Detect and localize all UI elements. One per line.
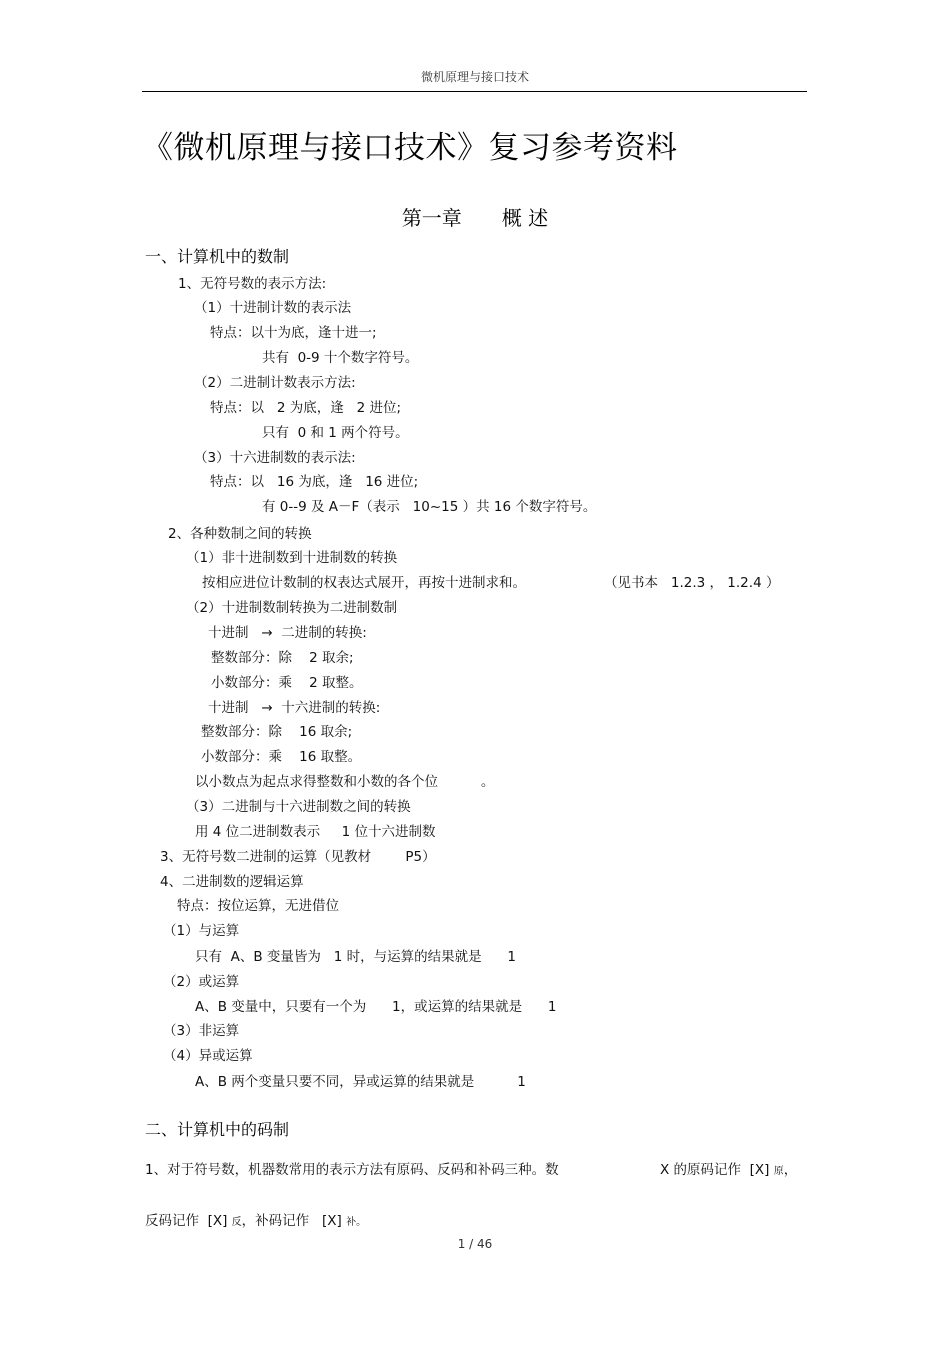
- chapter-heading: [0, 202, 950, 231]
- text-line: 特点：以 16 为底，逢 16 进位;: [210, 474, 419, 490]
- text-line: 十进制 → 二进制的转换:: [208, 625, 367, 641]
- text-run: ，: [783, 1162, 798, 1178]
- subscript: 反: [231, 1217, 242, 1228]
- text-line: 整数部分：除 16 取余;: [201, 724, 353, 740]
- text-run: 反码记作 [X]: [145, 1213, 228, 1229]
- text-run: 1、对于符号数，机器数常用的表示方法有原码、反码和补码三种。数: [145, 1162, 559, 1178]
- header-rule: [142, 91, 807, 92]
- text-line: [145, 1158, 559, 1178]
- text-line: 特点：以 2 为底，逢 2 进位;: [210, 400, 402, 416]
- text-line: （3）二进制与十六进制数之间的转换: [186, 799, 411, 815]
- text-line: 整数部分：除 2 取余;: [211, 650, 354, 666]
- text-line: 3、无符号数二进制的运算（见教材 P5）: [160, 849, 436, 865]
- subscript: 原: [773, 1166, 784, 1177]
- text-line: [660, 1158, 797, 1178]
- text-line: 特点：按位运算，无进借位: [177, 898, 339, 914]
- text-line: 小数部分：乘 16 取整。: [201, 749, 362, 765]
- text-line: 有 0--9 及 A－F（表示 10~15 ）共 16 个数字符号。: [262, 499, 597, 515]
- text-line: （1）非十进制数到十进制数的转换: [186, 550, 398, 566]
- text-line: （2）十进制数制转换为二进制数制: [186, 600, 398, 616]
- text-line: （1）与运算: [163, 923, 240, 939]
- text-run: X 的原码记作 [X]: [660, 1162, 770, 1178]
- text-line: （3）十六进制数的表示法:: [194, 450, 356, 466]
- text-line: 只有 A、B 变量皆为 1 时，与运算的结果就是 1: [195, 949, 516, 965]
- text-line: 十进制 → 十六进制的转换:: [208, 700, 381, 716]
- text-line: A、B 变量中，只要有一个为 1，或运算的结果就是 1: [195, 999, 557, 1015]
- text-line: （3）非运算: [163, 1023, 240, 1039]
- text-line: （2）或运算: [163, 974, 240, 990]
- document-title: 《微机原理与接口技术》复习参考资料: [142, 130, 678, 166]
- subscript: 补: [346, 1217, 357, 1228]
- text-line: 特点：以十为底，逢十进一;: [210, 325, 377, 341]
- text-line: 小数部分：乘 2 取整。: [211, 675, 363, 691]
- section-heading-2: 二、计算机中的码制: [145, 1120, 290, 1139]
- text-line: （2）二进制计数表示方法:: [194, 375, 356, 391]
- chapter-name: 概 述: [501, 206, 549, 230]
- text-run: 。: [356, 1217, 367, 1228]
- text-line: 按相应进位计数制的权表达式展开，再按十进制求和。: [202, 575, 526, 591]
- text-line: A、B 两个变量只要不同，异或运算的结果就是 1: [195, 1074, 526, 1090]
- text-line: 共有 0-9 十个数字符号。: [262, 350, 419, 366]
- text-line: （1）十进制计数的表示法: [194, 300, 352, 316]
- text-line: [145, 1209, 366, 1229]
- chapter-label: 第一章: [401, 206, 462, 230]
- section-heading-1: 一、计算机中的数制: [145, 247, 290, 266]
- text-line: （见书本 1.2.3 ， 1.2.4 ）: [604, 575, 780, 591]
- text-line: 只有 0 和 1 两个符号。: [262, 425, 409, 441]
- text-line: 用 4 位二进制数表示 1 位十六进制数: [195, 824, 436, 840]
- text-line: 4、二进制数的逻辑运算: [160, 874, 304, 890]
- running-header: 微机原理与接口技术: [420, 70, 529, 84]
- text-run: ，补码记作 [X]: [241, 1213, 342, 1229]
- text-line: 1、无符号数的表示方法:: [178, 276, 327, 292]
- text-line: （4）异或运算: [163, 1048, 253, 1064]
- page-number: 1 / 46: [457, 1237, 493, 1251]
- text-line: 2、各种数制之间的转换: [168, 526, 312, 542]
- text-line: 以小数点为起点求得整数和小数的各个位 。: [195, 774, 495, 790]
